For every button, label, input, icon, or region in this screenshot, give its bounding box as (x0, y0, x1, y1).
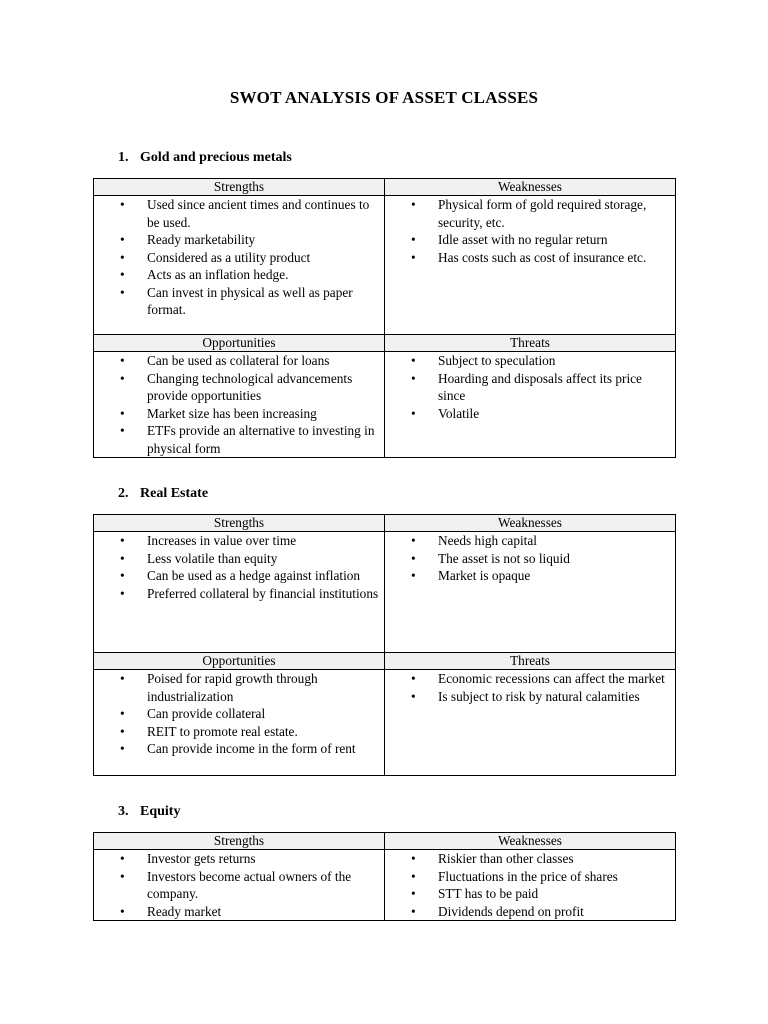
list-item: • Investor gets returns (94, 850, 380, 868)
list-item: • Can provide income in the form of rent (94, 740, 380, 758)
opportunities-cell (94, 670, 385, 776)
table-row (94, 352, 676, 458)
section-title: Gold and precious metals (140, 150, 292, 165)
weaknesses-header: Weaknesses (385, 179, 676, 196)
page-title: SWOT ANALYSIS OF ASSET CLASSES (229, 88, 539, 107)
weaknesses-list (385, 196, 675, 266)
list-item: • Fluctuations in the price of shares (385, 868, 671, 886)
list-item: • Hoarding and disposals affect its price since (385, 370, 671, 405)
table-header-row (94, 179, 676, 196)
section-heading-gold (118, 150, 292, 166)
swot-table-equity (93, 832, 676, 921)
list-item: • Ready market (94, 903, 380, 921)
weaknesses-list (385, 850, 675, 920)
swot-table-gold (93, 178, 676, 458)
table-header-row (94, 653, 676, 670)
opportunities-list (94, 670, 384, 758)
strengths-list (94, 196, 384, 319)
table-header-row (94, 833, 676, 850)
weaknesses-cell (385, 850, 676, 921)
list-item: • Market size has been increasing (94, 405, 380, 423)
list-item: • Poised for rapid growth through industrialization (94, 670, 380, 705)
opportunities-list (94, 352, 384, 457)
table-row (94, 196, 676, 335)
threats-list (385, 352, 675, 422)
threats-header: Threats (385, 653, 676, 670)
weaknesses-list (385, 532, 675, 585)
list-item: • Dividends depend on profit (385, 903, 671, 921)
list-item: • Riskier than other classes (385, 850, 671, 868)
table-header-row (94, 515, 676, 532)
list-item: • Economic recessions can affect the market (385, 670, 671, 688)
weaknesses-header: Weaknesses (385, 833, 676, 850)
list-item: • Can invest in physical as well as paper format. (94, 284, 380, 319)
section-number: 1. (118, 150, 129, 165)
list-item: • ETFs provide an alternative to investing in physical form (94, 422, 380, 457)
weaknesses-cell (385, 196, 676, 335)
threats-cell (385, 352, 676, 458)
list-item: • Has costs such as cost of insurance etc. (385, 249, 671, 267)
list-item: • Ready marketability (94, 231, 380, 249)
swot-table-real-estate (93, 514, 676, 776)
list-item: • Acts as an inflation hedge. (94, 266, 380, 284)
section-heading-equity (118, 804, 180, 820)
threats-list (385, 670, 675, 705)
threats-cell (385, 670, 676, 776)
section-number: 2. (118, 486, 129, 501)
strengths-header: Strengths (94, 833, 385, 850)
opportunities-header: Opportunities (94, 653, 385, 670)
table-row (94, 850, 676, 921)
list-item: • Market is opaque (385, 567, 671, 585)
list-item: • Considered as a utility product (94, 249, 380, 267)
section-heading-real-estate (118, 486, 208, 502)
strengths-header: Strengths (94, 515, 385, 532)
strengths-cell (94, 196, 385, 335)
table-row (94, 532, 676, 653)
list-item: • REIT to promote real estate. (94, 723, 380, 741)
list-item: • Physical form of gold required storage, security, etc. (385, 196, 671, 231)
section-title: Real Estate (140, 486, 209, 501)
list-item: • Used since ancient times and continues to be used. (94, 196, 380, 231)
list-item: • Is subject to risk by natural calamities (385, 688, 671, 706)
strengths-list (94, 532, 384, 602)
threats-header: Threats (385, 335, 676, 352)
strengths-header: Strengths (94, 179, 385, 196)
list-item: • The asset is not so liquid (385, 550, 671, 568)
list-item: • Subject to speculation (385, 352, 671, 370)
list-item: • Increases in value over time (94, 532, 380, 550)
opportunities-header: Opportunities (94, 335, 385, 352)
list-item: • Investors become actual owners of the company. (94, 868, 380, 903)
list-item: • Needs high capital (385, 532, 671, 550)
opportunities-cell (94, 352, 385, 458)
table-row (94, 670, 676, 776)
strengths-list (94, 850, 384, 920)
section-title: Equity (140, 804, 181, 819)
list-item: • Changing technological advancements provide opportunities (94, 370, 380, 405)
weaknesses-cell (385, 532, 676, 653)
list-item: • Preferred collateral by financial institutions (94, 585, 380, 603)
weaknesses-header: Weaknesses (385, 515, 676, 532)
list-item: • Can provide collateral (94, 705, 380, 723)
section-number: 3. (118, 804, 129, 819)
strengths-cell (94, 850, 385, 921)
list-item: • Idle asset with no regular return (385, 231, 671, 249)
list-item: • Volatile (385, 405, 671, 423)
list-item: • Less volatile than equity (94, 550, 380, 568)
list-item: • Can be used as collateral for loans (94, 352, 380, 370)
strengths-cell (94, 532, 385, 653)
list-item: • STT has to be paid (385, 885, 671, 903)
list-item: • Can be used as a hedge against inflation (94, 567, 380, 585)
table-header-row (94, 335, 676, 352)
